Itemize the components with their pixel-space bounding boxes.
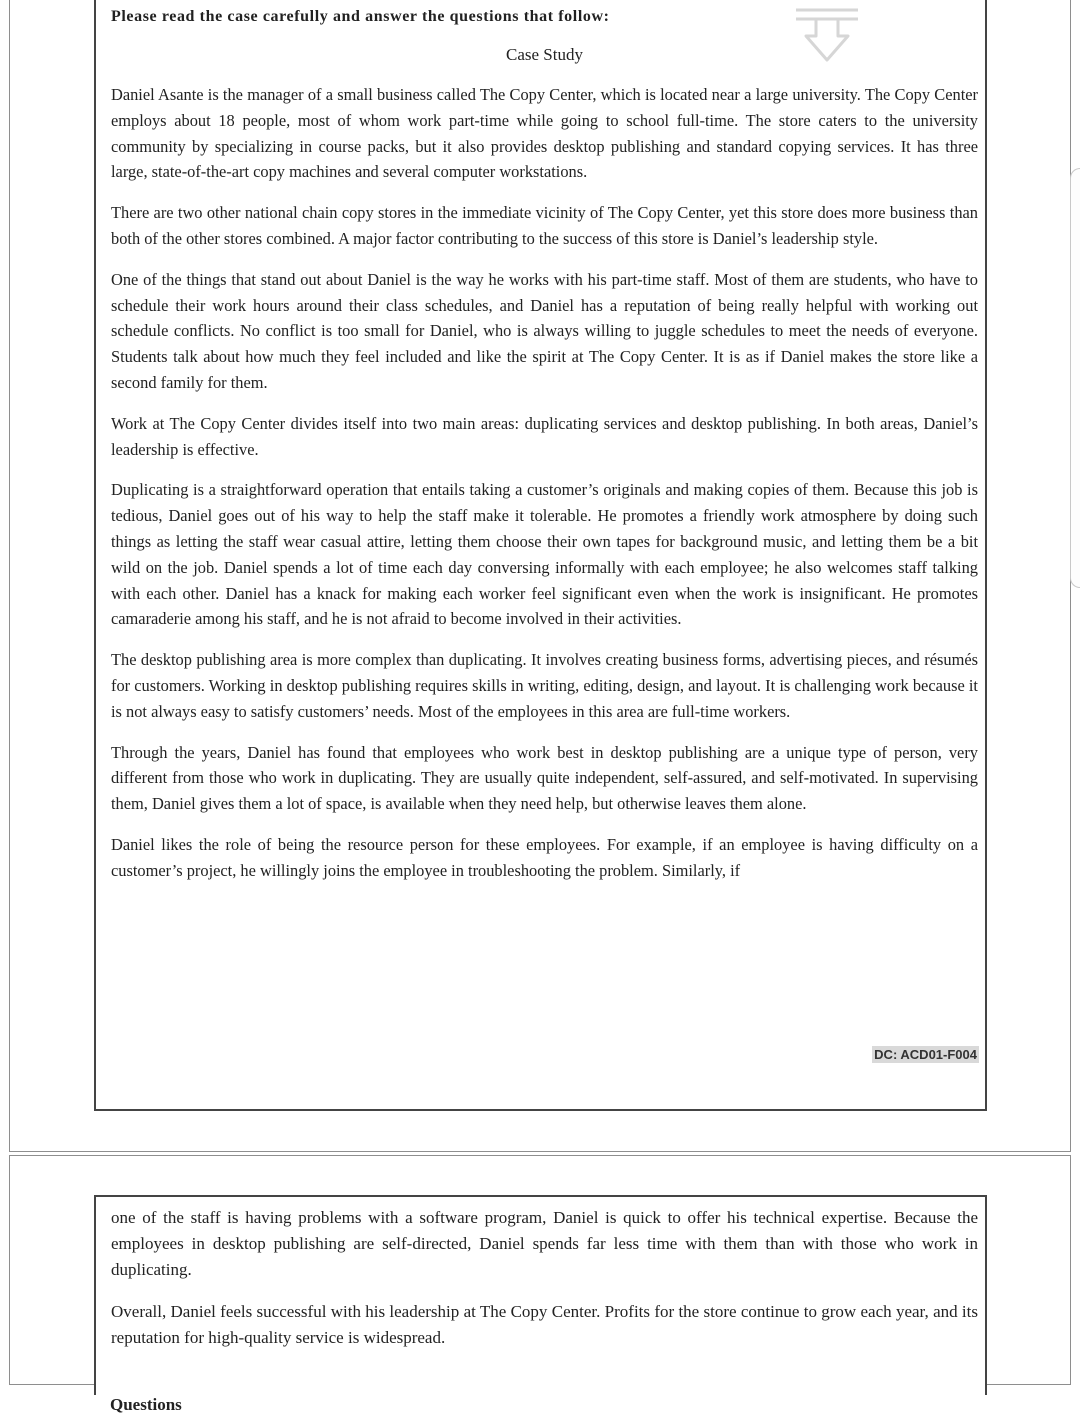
- paragraph: There are two other national chain copy stores in the immediate vicinity of The Copy Center, yet this store does more business than both of the other stores combined. A major factor contributing to the success of this store is Daniel’s leadership style.: [111, 203, 978, 248]
- paragraph: Through the years, Daniel has found that employees who work best in desktop publishing are a unique type of person, very different from those who work in duplicating. They are usually quite independent, self-assured, and self-motivated. In supervising them, Daniel gives them a lot of space, is available when they need help, but otherwise leaves them alone.: [111, 742, 978, 814]
- case-study-box: [94, 0, 987, 1111]
- case-study-title: Case Study: [506, 45, 583, 64]
- paragraph: The desktop publishing area is more complex than duplicating. It involves creating business forms, advertising pieces, and résumés for customers. Working in desktop publishing requires skills in writing, editing, design, and layout. It is challenging work because it is not always easy to satisfy customers’ needs. Most of the employees in this area are full-time workers.: [111, 650, 978, 721]
- paragraph: Duplicating is a straightforward operation that entails taking a customer’s originals and making copies of them. Because this job is tedious, Daniel goes out of his way to help the staff make it tolerable. He promotes a friendly work atmosphere by doing such things as letting the staff wear casual attire, letting them choose their own tapes for background music, and letting them be a bit wild on the job. Daniel spends a lot of time each day conversing informally with each employee; he also welcomes staff talking with each other. Daniel has a knack for making each worker feel significant even when the work is insignificant. He promotes camaraderie among his staff, and he is not afraid to become involved in their activities.: [111, 480, 978, 629]
- case-study-box-continued: [94, 1195, 987, 1414]
- document-page-1: [9, 0, 1071, 1152]
- page-2-content: [111, 1205, 978, 1367]
- paragraph: One of the things that stand out about Daniel is the way he works with his part-time staff. Most of them are students, who have to schedule their work hours around their class schedules, and Daniel has a reputation of being really helpful with working out schedule conflicts. No conflict is too small for Daniel, who is always willing to juggle schedules to meet the needs of everyone. Students talk about how much they feel included and like the spirit at The Copy Center. It is as if Daniel makes the store like a second family for them.: [111, 269, 978, 392]
- document-page-2: [9, 1155, 1071, 1414]
- paragraph: Daniel likes the role of being the resource person for these employees. For example, if an employee is having difficulty on a customer’s project, he willingly joins the employee in troubleshooting the problem. Similarly, if: [111, 834, 978, 880]
- paragraph: Overall, Daniel feels successful with his leadership at The Copy Center. Profits for the store continue to grow each year, and its reputation for high-quality service is widespread.: [111, 1302, 978, 1347]
- questions-heading: Questions: [110, 1395, 182, 1414]
- instruction-text: Please read the case carefully and answer the questions that follow:: [111, 8, 610, 25]
- document-code: DC: ACD01-F004: [874, 1047, 977, 1062]
- paragraph: Daniel Asante is the manager of a small business called The Copy Center, which is located near a large university. The Copy Center employs about 18 people, most of whom work part-time while going to school full-time. The store caters to the university community by specializing in course packs, but it also provides desktop publishing and standard copying services. It has three large, state-of-the-art copy machines and several computer workstations.: [111, 85, 978, 182]
- page-1-content: [111, 8, 978, 899]
- paragraph: one of the staff is having problems with a software program, Daniel is quick to offer his technical expertise. Because the employees in desktop publishing are self-directed, Daniel spends far less time with them than with those who work in duplicating.: [111, 1208, 978, 1279]
- scrollbar-handle[interactable]: [1070, 168, 1080, 588]
- download-icon[interactable]: [788, 2, 864, 64]
- paragraph: Work at The Copy Center divides itself into two main areas: duplicating services and desktop publishing. In both areas, Daniel’s leadership is effective.: [111, 413, 978, 459]
